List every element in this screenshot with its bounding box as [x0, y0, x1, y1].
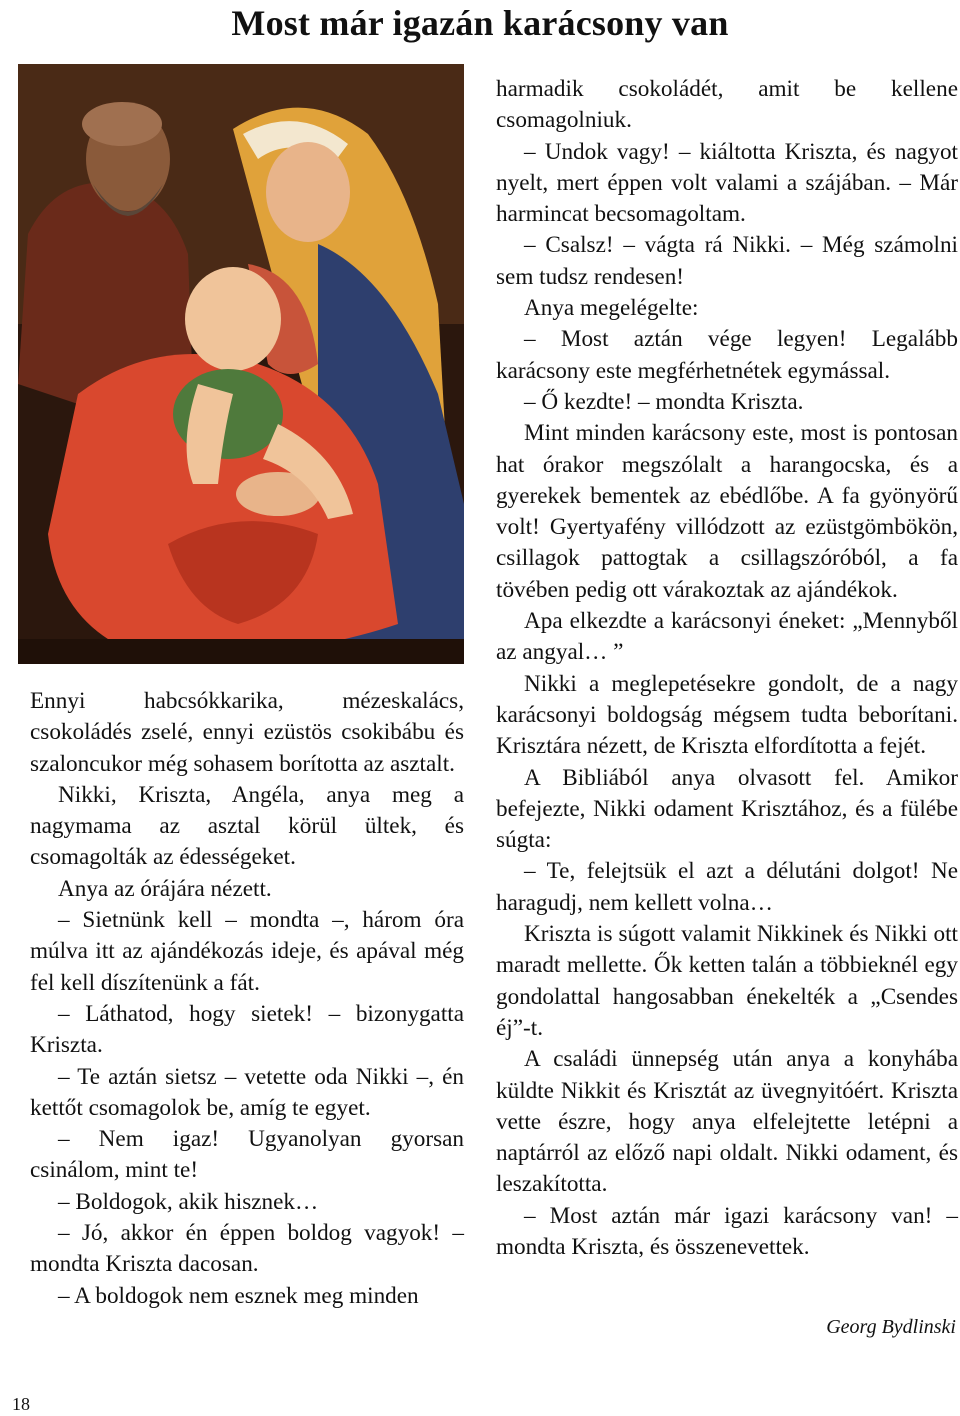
- paragraph: – Te aztán sietsz – vetette oda Nikki –, én kettőt csomagolok be, amíg te egyet.: [30, 1063, 464, 1121]
- paragraph: Mint minden karácsony este, most is pontosan hat órakor megszólalt a harangocska, és a gyerekek bementek az ebédlőbe. A fa gyönyörű volt! Gyertyafény villódzott az ezüstgömbökön, csillagok pattogtak a csillagszóróból, a fa tövében pedig ott várakoztak az ajándékok.: [496, 420, 958, 603]
- painting-illustration: [18, 64, 464, 664]
- paragraph: Anya megelégelte:: [524, 295, 699, 322]
- holy-family-painting: [18, 64, 464, 664]
- paragraph: – Te, felejtsük el azt a délutáni dolgot! Ne haragudj, nem kellett volna…: [496, 858, 958, 916]
- article-title: Most már igazán karácsony van: [231, 3, 729, 43]
- paragraph: – Undok vagy! – kiáltotta Kriszta, és nagyot nyelt, mert éppen volt valami a szájában. – Már harmincat becsomagoltam.: [496, 138, 958, 228]
- paragraph: – Jó, akkor én éppen boldog vagyok! – mondta Kriszta dacosan.: [30, 1220, 464, 1278]
- paragraph: – Boldogok, akik hisznek…: [58, 1188, 319, 1215]
- paragraph: Nikki a meglepetésekre gondolt, de a nagy karácsonyi boldogság mégsem tudta beborítani. Krisztára nézett, de Kriszta elfordította a fejét.: [496, 670, 958, 760]
- paragraph: – A boldogok nem esznek meg minden: [58, 1282, 419, 1309]
- paragraph: A Bibliából anya olvasott fel. Amikor befejezte, Nikki odament Krisztához, és a fülébe súgta:: [496, 764, 958, 854]
- author-signature: Georg Bydlinski: [826, 1316, 956, 1338]
- paragraph: – Sietnünk kell – mondta –, három óra múlva itt az ajándékozás ideje, és apával még fel kell díszítenünk a fát.: [30, 907, 464, 996]
- right-text-column: [496, 74, 958, 1263]
- paragraph: A családi ünnepség után anya a konyhába küldte Nikkit és Krisztát az üvegnyitóért. Kriszta vette észre, hogy anya elfelejtette letépni a naptárról az előző napi oldalt. Nikki odament, és leszakította.: [496, 1046, 958, 1198]
- paragraph: – Most aztán már igazi karácsony van! – mondta Kriszta, és összenevettek.: [496, 1202, 958, 1260]
- paragraph: – Ő kezdte! – mondta Kriszta.: [524, 388, 804, 415]
- paragraph: – Most aztán vége legyen! Legalább karácsony este megférhetnétek egymással.: [496, 326, 958, 384]
- paragraph: – Csalsz! – vágta rá Nikki. – Még számolni sem tudsz rendesen!: [496, 232, 958, 290]
- paragraph: Ennyi habcsókkarika, mézeskalács, csokoládés zselé, ennyi ezüstös csokibábu és szaloncukor még sohasem borította az asztalt.: [30, 688, 464, 777]
- left-text-column: [30, 686, 464, 1312]
- paragraph: Apa elkezdte a karácsonyi éneket: „Mennyből az angyal… ”: [496, 608, 958, 666]
- paragraph: Nikki, Kriszta, Angéla, anya meg a nagymama az asztal körül ültek, és csomagolták az édességeket.: [30, 781, 464, 871]
- paragraph: harmadik csokoládét, amit be kellene csomagolniuk.: [496, 76, 958, 134]
- paragraph: Anya az órájára nézett.: [58, 875, 272, 902]
- paragraph: Kriszta is súgott valamit Nikkinek és Nikki ott maradt mellette. Ők ketten talán a többieknél egy gondolattal hangosabban énekelték a „Csendes éj”-t.: [496, 921, 958, 1041]
- paragraph: – Láthatod, hogy sietek! – bizonygatta Kriszta.: [30, 1000, 464, 1059]
- page-number: 18: [12, 1394, 30, 1414]
- paragraph: – Nem igaz! Ugyanolyan gyorsan csinálom, mint te!: [30, 1126, 464, 1184]
